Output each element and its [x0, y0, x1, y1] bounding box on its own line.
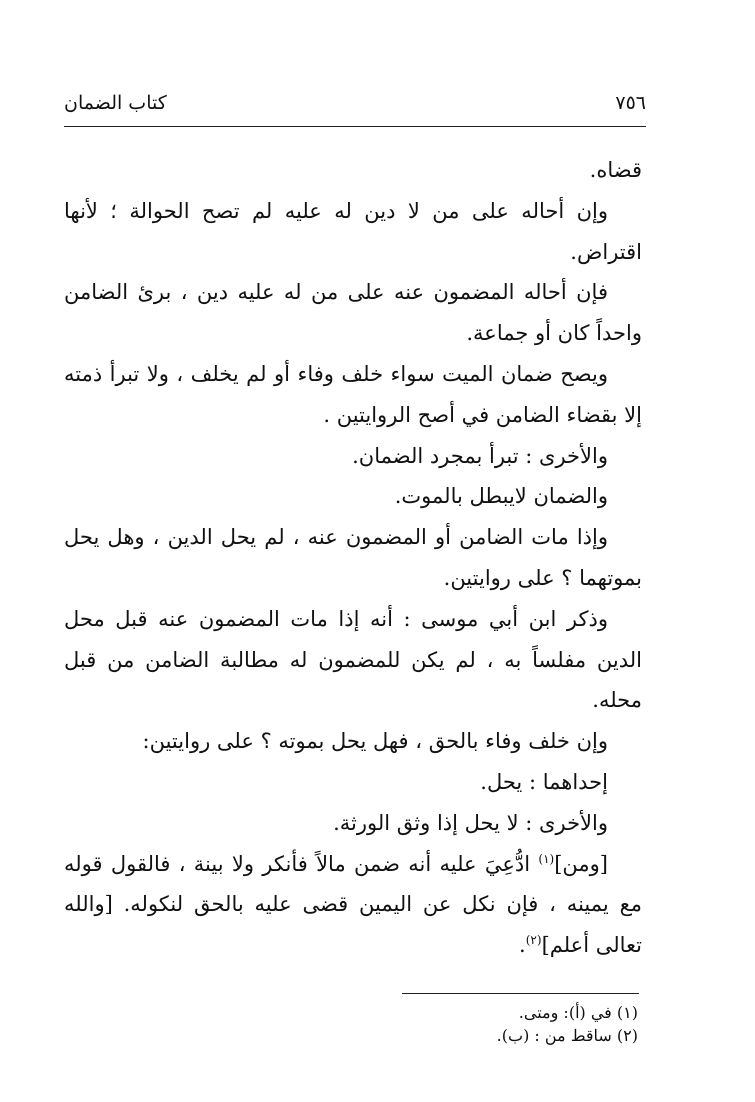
footnote: (٢) ساقط من : (ب). — [496, 1026, 638, 1045]
running-title: كتاب الضمان — [64, 92, 167, 114]
main-text — [64, 150, 642, 966]
page-header — [64, 92, 646, 127]
paragraph: والضمان لايبطل بالموت. — [394, 484, 608, 509]
paragraph-with-footnotes — [64, 844, 642, 966]
bracketed-text: [ومن] — [554, 851, 608, 876]
paragraph: وإن خلف وفاء بالحق ، فهل يحل بموته ؟ على روايتين: — [142, 729, 608, 754]
paragraph: وإذا مات الضامن أو المضمون عنه ، لم يحل الدين ، وهل يحل بموتهما ؟ على روايتين. — [64, 525, 642, 590]
paragraph: فإن أحاله المضمون عنه على من له عليه دين ، برئ الضامن واحداً كان أو جماعة. — [64, 280, 642, 346]
paragraph: إحداهما : يحل. — [480, 769, 608, 794]
paragraph: ويصح ضمان الميت سواء خلف وفاء أو لم يخلف ، ولا تبرأ ذمته إلا بقضاء الضامن في أصح الروايتين . — [64, 361, 642, 427]
paragraph: والأخرى : تبرأ بمجرد الضمان. — [352, 443, 608, 468]
paragraph-text: ادُّعِيَ عليه أنه ضمن مالاً فأنكر ولا بينة ، فالقول قوله مع يمينه ، فإن نكل عن اليمين قضى عليه بالحق لنكوله. [والله تعالى أعلم] — [64, 851, 642, 958]
paragraph: وإن أحاله على من لا دين له عليه لم تصح الحوالة ؛ لأنها اقتراض. — [64, 198, 642, 264]
footnote-separator — [402, 993, 639, 994]
footnotes — [300, 1001, 638, 1047]
paragraph: والأخرى : لا يحل إذا وثق الورثة. — [333, 810, 608, 835]
footnote-ref: (٢) — [525, 933, 542, 948]
page-number: ٧٥٦ — [615, 92, 646, 114]
paragraph: قضاه. — [589, 158, 642, 182]
footnote: (١) في (أ): ومتى. — [518, 1003, 638, 1022]
paragraph-end: . — [519, 933, 526, 958]
paragraph: وذكر ابن أبي موسى : أنه إذا مات المضمون عنه قبل محل الدين مفلساً به ، لم يكن للمضمون له مطالبة الضامن من قبل محله. — [64, 606, 642, 713]
footnote-ref: (١) — [538, 851, 555, 866]
